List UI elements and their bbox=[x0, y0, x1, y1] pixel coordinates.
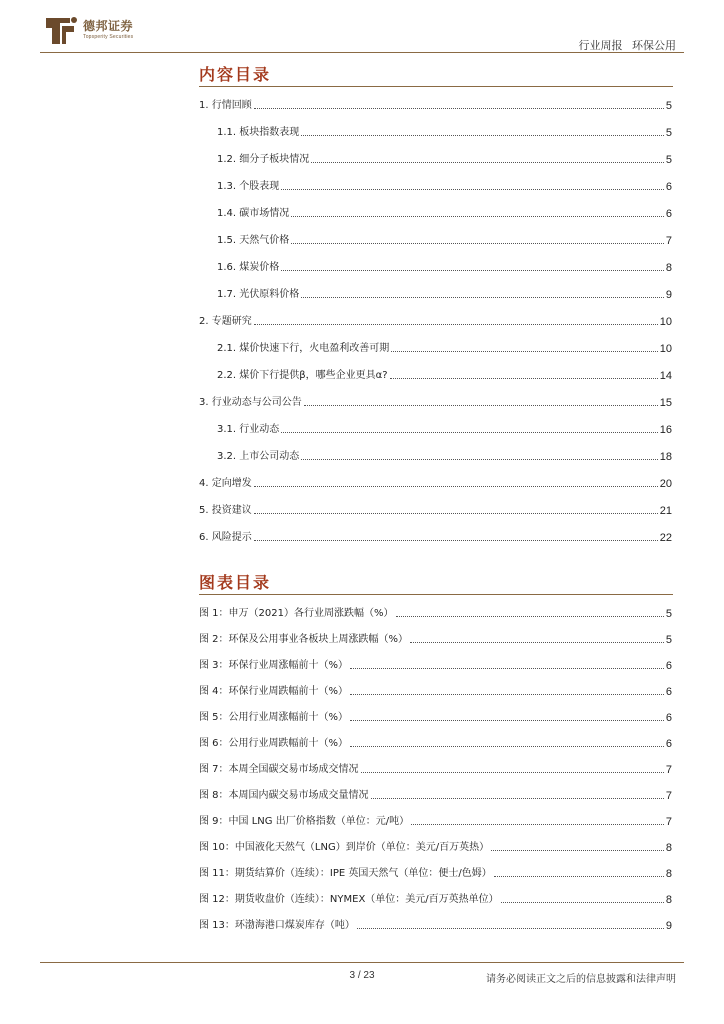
dot-leader bbox=[291, 216, 664, 217]
figure-entry[interactable] bbox=[199, 710, 672, 724]
toc-entry[interactable] bbox=[217, 206, 672, 220]
dot-leader bbox=[390, 378, 658, 379]
entry-label: 图 9：中国 LNG 出厂价格指数（单位：元/吨） bbox=[199, 816, 410, 827]
entry-page-number: 18 bbox=[659, 451, 672, 463]
dot-leader bbox=[501, 902, 664, 903]
header-category bbox=[573, 37, 677, 53]
entry-label: 图 8：本周国内碳交易市场成交量情况 bbox=[199, 790, 369, 801]
entry-label: 1.6. 煤炭价格 bbox=[217, 262, 280, 273]
entry-page-number: 7 bbox=[665, 235, 672, 247]
entry-page-number: 8 bbox=[665, 868, 672, 880]
toc-entry[interactable] bbox=[217, 341, 672, 355]
dot-leader bbox=[371, 798, 664, 799]
dot-leader bbox=[254, 513, 658, 514]
dot-leader bbox=[410, 642, 664, 643]
figure-entry[interactable] bbox=[199, 866, 672, 880]
toc-entry[interactable] bbox=[217, 152, 672, 166]
dot-leader bbox=[291, 243, 664, 244]
dot-leader bbox=[350, 668, 664, 669]
figure-entry[interactable] bbox=[199, 632, 672, 646]
figure-entry[interactable] bbox=[199, 658, 672, 672]
dot-leader bbox=[350, 746, 664, 747]
entry-page-number: 6 bbox=[665, 712, 672, 724]
toc-title-divider bbox=[199, 86, 673, 87]
dot-leader bbox=[254, 486, 658, 487]
dot-leader bbox=[357, 928, 664, 929]
entry-page-number: 16 bbox=[659, 424, 672, 436]
entry-label: 1.7. 光伏原料价格 bbox=[217, 289, 300, 300]
header-divider bbox=[40, 52, 684, 53]
entry-page-number: 6 bbox=[665, 686, 672, 698]
entry-label: 1.5. 天然气价格 bbox=[217, 235, 290, 246]
dot-leader bbox=[350, 694, 664, 695]
entry-page-number: 6 bbox=[665, 208, 672, 220]
entry-page-number: 8 bbox=[665, 894, 672, 906]
entry-page-number: 5 bbox=[665, 100, 672, 112]
entry-label: 1.4. 碳市场情况 bbox=[217, 208, 290, 219]
figure-entry[interactable] bbox=[199, 788, 672, 802]
figure-entry[interactable] bbox=[199, 840, 672, 854]
entry-page-number: 21 bbox=[659, 505, 672, 517]
entry-page-number: 8 bbox=[665, 842, 672, 854]
toc-entry[interactable] bbox=[199, 395, 672, 409]
entry-page-number: 9 bbox=[665, 289, 672, 301]
toc-entry[interactable] bbox=[217, 449, 672, 463]
entry-page-number: 6 bbox=[665, 181, 672, 193]
entry-page-number: 7 bbox=[665, 764, 672, 776]
dot-leader bbox=[396, 616, 664, 617]
entry-label: 图 12：期货收盘价（连续）：NYMEX（单位：美元/百万英热单位） bbox=[199, 894, 499, 905]
sector-name: 环保公用 bbox=[632, 39, 676, 52]
entry-page-number: 7 bbox=[665, 790, 672, 802]
toc-entry[interactable] bbox=[217, 233, 672, 247]
figure-entry[interactable] bbox=[199, 918, 672, 932]
entry-page-number: 5 bbox=[665, 154, 672, 166]
entry-label: 图 13：环渤海港口煤炭库存（吨） bbox=[199, 920, 355, 931]
entry-label: 2. 专题研究 bbox=[199, 316, 252, 327]
footer-divider bbox=[40, 962, 684, 963]
entry-page-number: 5 bbox=[665, 634, 672, 646]
entry-label: 图 6：公用行业周跌幅前十（%） bbox=[199, 738, 349, 749]
disclaimer-text: 请务必阅读正文之后的信息披露和法律声明 bbox=[486, 974, 676, 985]
entry-page-number: 5 bbox=[665, 608, 672, 620]
dot-leader bbox=[281, 432, 657, 433]
entry-page-number: 14 bbox=[659, 370, 672, 382]
entry-page-number: 22 bbox=[659, 532, 672, 544]
page-header bbox=[0, 0, 724, 56]
entry-page-number: 6 bbox=[665, 738, 672, 750]
entry-label: 图 2：环保及公用事业各板块上周涨跌幅（%） bbox=[199, 634, 409, 645]
toc-entry[interactable] bbox=[199, 98, 672, 112]
entry-page-number: 10 bbox=[659, 343, 672, 355]
figure-entry[interactable] bbox=[199, 762, 672, 776]
entry-label: 3.2. 上市公司动态 bbox=[217, 451, 300, 462]
company-logo bbox=[40, 14, 180, 50]
entry-page-number: 5 bbox=[665, 127, 672, 139]
entry-label: 1.3. 个股表现 bbox=[217, 181, 280, 192]
toc-entry[interactable] bbox=[217, 179, 672, 193]
dot-leader bbox=[311, 162, 664, 163]
toc-entry[interactable] bbox=[199, 503, 672, 517]
entry-label: 3.1. 行业动态 bbox=[217, 424, 280, 435]
entry-page-number: 6 bbox=[665, 660, 672, 672]
dot-leader bbox=[254, 108, 664, 109]
dot-leader bbox=[281, 189, 664, 190]
entry-label: 图 11：期货结算价（连续）：IPE 英国天然气（单位：便士/色姆） bbox=[199, 868, 492, 879]
figures-title-divider bbox=[199, 594, 673, 595]
entry-page-number: 15 bbox=[659, 397, 672, 409]
dot-leader bbox=[304, 405, 658, 406]
entry-label: 2.2. 煤价下行提供β，哪些企业更具α? bbox=[217, 370, 388, 381]
toc-entry[interactable] bbox=[217, 287, 672, 301]
dot-leader bbox=[254, 324, 658, 325]
dot-leader bbox=[391, 351, 657, 352]
entry-page-number: 9 bbox=[665, 920, 672, 932]
entry-label: 图 4：环保行业周跌幅前十（%） bbox=[199, 686, 349, 697]
dot-leader bbox=[254, 540, 658, 541]
dot-leader bbox=[361, 772, 664, 773]
figures-title: 图表目录 bbox=[199, 573, 272, 592]
entry-label: 6. 风险提示 bbox=[199, 532, 252, 543]
figure-entry[interactable] bbox=[199, 814, 672, 828]
toc-entry[interactable] bbox=[217, 422, 672, 436]
report-type: 行业周报 bbox=[578, 39, 623, 52]
figure-entry[interactable] bbox=[199, 684, 672, 698]
entry-page-number: 10 bbox=[659, 316, 672, 328]
dot-leader bbox=[281, 270, 664, 271]
dot-leader bbox=[301, 297, 664, 298]
figure-entry[interactable] bbox=[199, 892, 672, 906]
entry-label: 5. 投资建议 bbox=[199, 505, 252, 516]
entry-label: 2.1. 煤价快速下行，火电盈利改善可期 bbox=[217, 343, 390, 354]
entry-label: 图 7：本周全国碳交易市场成交情况 bbox=[199, 764, 359, 775]
entry-label: 1.1. 板块指数表现 bbox=[217, 127, 300, 138]
entry-label: 图 10：中国液化天然气（LNG）到岸价（单位：美元/百万英热） bbox=[199, 842, 490, 853]
page-number: 3 / 23 bbox=[349, 970, 375, 981]
dot-leader bbox=[301, 135, 664, 136]
toc-entry[interactable] bbox=[199, 530, 672, 544]
entry-label: 图 3：环保行业周涨幅前十（%） bbox=[199, 660, 349, 671]
toc-entry[interactable] bbox=[199, 476, 672, 490]
dot-leader bbox=[350, 720, 664, 721]
logo-mark-icon bbox=[40, 14, 78, 48]
entry-label: 图 5：公用行业周涨幅前十（%） bbox=[199, 712, 349, 723]
figure-entry[interactable] bbox=[199, 736, 672, 750]
entry-label: 4. 定向增发 bbox=[199, 478, 252, 489]
entry-label: 图 1：申万（2021）各行业周涨跌幅（%） bbox=[199, 608, 394, 619]
toc-entry[interactable] bbox=[217, 125, 672, 139]
logo-en-text: Topsperity Securities bbox=[83, 34, 134, 40]
toc-entry[interactable] bbox=[217, 368, 672, 382]
entry-label: 1. 行情回顾 bbox=[199, 100, 252, 111]
logo-cn-text: 德邦证券 bbox=[83, 19, 134, 33]
toc-title: 内容目录 bbox=[199, 65, 272, 84]
entry-page-number: 7 bbox=[665, 816, 672, 828]
dot-leader bbox=[411, 824, 664, 825]
entry-label: 1.2. 细分子板块情况 bbox=[217, 154, 310, 165]
entry-page-number: 8 bbox=[665, 262, 672, 274]
dot-leader bbox=[491, 850, 664, 851]
figure-entry[interactable] bbox=[199, 606, 672, 620]
dot-leader bbox=[301, 459, 657, 460]
dot-leader bbox=[494, 876, 664, 877]
toc-entry[interactable] bbox=[199, 314, 672, 328]
toc-entry[interactable] bbox=[217, 260, 672, 274]
entry-page-number: 20 bbox=[659, 478, 672, 490]
entry-label: 3. 行业动态与公司公告 bbox=[199, 397, 302, 408]
